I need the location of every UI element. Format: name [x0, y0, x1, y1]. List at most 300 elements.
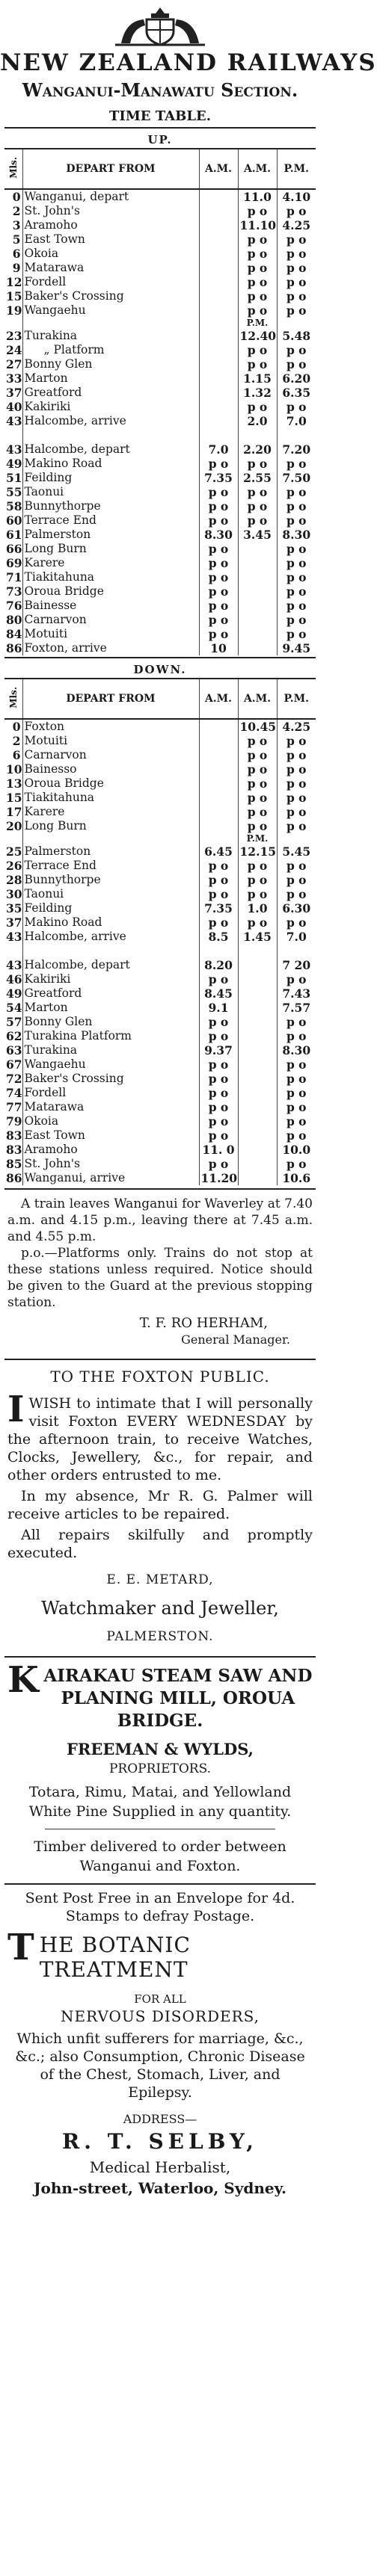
mileage-cell: 66	[6, 542, 22, 556]
time-cell: 4.25	[277, 218, 316, 232]
pm-marker: P.M.	[238, 833, 277, 844]
table-row	[4, 400, 316, 414]
table-row	[4, 805, 316, 819]
table-row	[4, 944, 316, 958]
timber-delivery: Timber delivered to order between Wanganui and Foxton.	[34, 1838, 286, 1874]
mileage-cell: 83	[6, 1128, 22, 1143]
time-cell: 11.0	[238, 189, 277, 204]
up-label: UP.	[147, 133, 173, 146]
mileage-cell: 85	[6, 1157, 22, 1171]
station-cell: Halcombe, depart	[22, 442, 199, 457]
time-cell	[238, 1157, 277, 1171]
station-cell: Terrace End	[22, 513, 199, 528]
time-cell	[238, 570, 277, 584]
time-cell: p o	[238, 232, 277, 247]
time-cell: p o	[277, 261, 316, 275]
table-row	[4, 1015, 316, 1029]
station-cell: Wanganui, arrive	[22, 1171, 199, 1185]
table-row	[4, 986, 316, 1001]
time-cell: p o	[199, 485, 238, 499]
station-cell: Taonui	[22, 887, 199, 901]
table-row	[4, 844, 316, 859]
mileage-cell: 80	[6, 613, 22, 627]
station-cell: Bonny Glen	[22, 357, 199, 371]
station-cell: Aramoho	[22, 218, 199, 232]
time-cell: p o	[238, 859, 277, 873]
empty-cell	[277, 428, 316, 442]
mileage-cell: 3	[12, 218, 21, 232]
time-cell: p o	[277, 1086, 316, 1100]
mileage-cell: 2	[12, 734, 21, 748]
mileage-cell: 51	[6, 471, 22, 485]
time-cell: p o	[238, 261, 277, 275]
mileage-cell: 60	[6, 513, 22, 528]
mileage-cell: 13	[6, 776, 22, 791]
station-cell: Makino Road	[22, 457, 199, 471]
station-cell: East Town	[22, 1128, 199, 1143]
time-cell: p o	[277, 499, 316, 513]
am-header: A.M.	[199, 679, 238, 719]
am-header: A.M.	[199, 149, 238, 189]
table-row	[4, 556, 316, 570]
mileage-cell: 5	[12, 232, 21, 247]
mileage-cell: 37	[6, 386, 22, 400]
station-cell: Matarawa	[22, 261, 199, 275]
station-cell: Karere	[22, 556, 199, 570]
time-cell: 9.37	[199, 1043, 238, 1057]
mileage-cell: 23	[6, 329, 22, 343]
station-cell: Long Burn	[22, 542, 199, 556]
time-cell: p o	[238, 762, 277, 776]
table-row	[4, 218, 316, 232]
mileage-cell: 55	[6, 485, 22, 499]
station-cell: Carnarvon	[22, 748, 199, 762]
mileage-cell: 19	[6, 303, 22, 318]
time-cell	[199, 303, 238, 318]
station-cell: Foxton, arrive	[22, 641, 199, 655]
station-cell: Bunnythorpe	[22, 499, 199, 513]
time-cell: p o	[277, 343, 316, 357]
up-timetable	[4, 148, 316, 655]
mileage-cell: 63	[6, 1043, 22, 1057]
botanic-body: Which unfit sufferers for marriage, &c., &c.; also Consumption, Chronic Disease of the Chest, Stomach, Liver, and Epilepsy.	[15, 2030, 305, 2101]
depart-header: DEPART FROM	[22, 679, 199, 719]
down-label: DOWN.	[133, 663, 187, 676]
timber-offer: Totara, Rimu, Matai, and Yellowland White Pine Supplied in any quantity.	[28, 1784, 292, 1820]
time-cell: 7.35	[199, 901, 238, 915]
botanic-heading: THE BOTANIC TREATMENT	[7, 1927, 191, 1982]
table-row	[4, 499, 316, 513]
time-cell: 4.10	[277, 189, 316, 204]
table-header-row	[4, 149, 316, 189]
time-cell: 4.25	[277, 719, 316, 734]
table-row	[4, 343, 316, 357]
table-row	[4, 1114, 316, 1128]
post-free-line: Sent Post Free in an Envelope for 4d. Stamps to defray Postage.	[25, 1890, 295, 1924]
empty-cell	[22, 318, 199, 329]
table-row	[4, 442, 316, 457]
time-cell: p o	[238, 819, 277, 833]
time-cell: 6.45	[199, 844, 238, 859]
empty-cell	[238, 428, 277, 442]
time-cell: 10.0	[277, 1143, 316, 1157]
station-cell: Matarawa	[22, 1100, 199, 1114]
mileage-cell: 54	[6, 1001, 22, 1015]
time-cell	[238, 1015, 277, 1029]
time-cell	[238, 958, 277, 972]
time-cell: 8.5	[199, 930, 238, 944]
time-cell: p o	[199, 599, 238, 613]
time-cell: 7 20	[277, 958, 316, 972]
mileage-cell: 33	[6, 371, 22, 386]
time-cell: 8.30	[277, 528, 316, 542]
time-cell	[238, 1057, 277, 1072]
empty-cell	[199, 833, 238, 844]
station-cell: Greatford	[22, 986, 199, 1001]
time-cell: p o	[277, 972, 316, 986]
time-cell	[238, 1001, 277, 1015]
table-row	[4, 386, 316, 400]
time-cell: p o	[199, 887, 238, 901]
timetable-label: TIME TABLE.	[109, 108, 211, 124]
foxton-ad-paragraph: In my absence, Mr R. G. Palmer will receive articles to be repaired.	[7, 1488, 313, 1522]
table-row	[4, 972, 316, 986]
time-cell: 7.57	[277, 1001, 316, 1015]
herbalist-name: R. T. SELBY,	[61, 2129, 259, 2154]
herbalist-address: John-street, Waterloo, Sydney.	[34, 2179, 286, 2197]
station-cell: Motuiti	[22, 734, 199, 748]
time-cell: p o	[199, 457, 238, 471]
time-cell: p o	[199, 584, 238, 599]
table-row	[4, 762, 316, 776]
station-cell: Aramoho	[22, 1143, 199, 1157]
depart-header: DEPART FROM	[22, 149, 199, 189]
time-cell: p o	[199, 1086, 238, 1100]
table-row	[4, 1128, 316, 1143]
mileage-cell: 67	[6, 1057, 22, 1072]
time-cell	[238, 972, 277, 986]
time-cell	[199, 805, 238, 819]
time-cell: p o	[238, 343, 277, 357]
time-cell: p o	[238, 357, 277, 371]
time-cell: p o	[277, 357, 316, 371]
table-row	[4, 791, 316, 805]
table-row	[4, 1072, 316, 1086]
time-cell: 2.0	[238, 414, 277, 428]
table-row	[4, 528, 316, 542]
time-cell: 8.30	[199, 528, 238, 542]
pm-header: P.M.	[277, 149, 316, 189]
table-row	[4, 261, 316, 275]
foxton-ad-heading: TO THE FOXTON PUBLIC.	[50, 1368, 270, 1386]
time-cell	[199, 734, 238, 748]
table-row	[4, 930, 316, 944]
table-row	[4, 318, 316, 329]
empty-cell	[199, 318, 238, 329]
advertiser-town: PALMERSTON.	[106, 1629, 214, 1644]
time-cell	[199, 400, 238, 414]
mileage-cell: 69	[6, 556, 22, 570]
time-cell	[238, 1100, 277, 1114]
platform-note: p.o.—Platforms only. Trains do not stop at these stations unless required. Notice should be given to the Guard at the previous stopping station.	[7, 1246, 313, 1310]
time-cell: p o	[277, 734, 316, 748]
station-cell: Fordell	[22, 275, 199, 289]
station-cell: Halcombe, depart	[22, 958, 199, 972]
station-cell: Bunnythorpe	[22, 873, 199, 887]
empty-cell	[4, 944, 22, 958]
kairakau-heading: KAIRAKAU STEAM SAW AND PLANING MILL, OROUA BRIDGE.	[7, 1659, 313, 1731]
mileage-cell: 73	[6, 584, 22, 599]
mileage-cell: 15	[6, 289, 22, 303]
time-cell	[238, 1072, 277, 1086]
time-cell	[238, 584, 277, 599]
table-row	[4, 613, 316, 627]
time-cell: p o	[199, 499, 238, 513]
time-cell	[199, 289, 238, 303]
time-cell: 5.45	[277, 844, 316, 859]
time-cell	[238, 556, 277, 570]
time-cell: p o	[238, 499, 277, 513]
mileage-cell: 15	[6, 791, 22, 805]
time-cell: p o	[277, 400, 316, 414]
station-cell: Motuiti	[22, 627, 199, 641]
time-cell	[238, 627, 277, 641]
time-cell: p o	[199, 859, 238, 873]
waverley-note: A train leaves Wanganui for Waverley at 7.40 a.m. and 4.15 p.m., leaving there at 7.45 a.m. and 4.55 p.m.	[7, 1196, 313, 1244]
time-cell	[199, 791, 238, 805]
table-row	[4, 1171, 316, 1185]
mileage-cell: 84	[6, 627, 22, 641]
time-cell	[238, 1128, 277, 1143]
time-cell: 7.0	[199, 442, 238, 457]
mileage-cell: 6	[12, 247, 21, 261]
mileage-cell: 86	[6, 1171, 22, 1185]
table-row	[4, 1143, 316, 1157]
table-row	[4, 719, 316, 734]
empty-cell	[277, 833, 316, 844]
time-cell: p o	[199, 1072, 238, 1086]
time-cell: p o	[238, 457, 277, 471]
mileage-cell: 49	[6, 986, 22, 1001]
mileage-cell: 40	[6, 400, 22, 414]
table-row	[4, 641, 316, 655]
time-cell: 8.30	[277, 1043, 316, 1057]
time-cell: 7.43	[277, 986, 316, 1001]
timetable-notes	[7, 1196, 313, 1311]
mileage-cell: 74	[6, 1086, 22, 1100]
table-header-row	[4, 679, 316, 719]
time-cell	[238, 542, 277, 556]
time-cell: p o	[199, 542, 238, 556]
table-row	[4, 734, 316, 748]
foxton-ad-body	[7, 1389, 313, 1562]
time-cell: p o	[238, 776, 277, 791]
mileage-cell: 27	[6, 357, 22, 371]
mls-header: Mls.	[4, 149, 22, 189]
dropcap: K	[7, 1659, 39, 1701]
time-cell: p o	[277, 1057, 316, 1072]
down-timetable-body	[4, 719, 316, 1185]
mileage-cell: 28	[6, 873, 22, 887]
time-cell: p o	[277, 873, 316, 887]
mileage-cell: 46	[6, 972, 22, 986]
table-row	[4, 457, 316, 471]
mileage-cell: 86	[6, 641, 22, 655]
time-cell	[199, 819, 238, 833]
mileage-cell: 76	[6, 599, 22, 613]
empty-cell	[199, 428, 238, 442]
time-cell: p o	[238, 791, 277, 805]
time-cell	[199, 371, 238, 386]
time-cell: p o	[238, 873, 277, 887]
time-cell: 6.20	[277, 371, 316, 386]
time-cell: 10.45	[238, 719, 277, 734]
time-cell: p o	[238, 887, 277, 901]
mileage-cell: 26	[6, 859, 22, 873]
mileage-cell: 6	[12, 748, 21, 762]
table-row	[4, 414, 316, 428]
table-row	[4, 189, 316, 204]
time-cell: p o	[277, 232, 316, 247]
station-cell: Fordell	[22, 1086, 199, 1100]
table-row	[4, 570, 316, 584]
empty-cell	[4, 428, 22, 442]
time-cell: p o	[199, 1015, 238, 1029]
station-cell: „ Platform	[22, 343, 199, 357]
mileage-cell: 62	[6, 1029, 22, 1043]
mileage-cell: 30	[6, 887, 22, 901]
time-cell	[238, 1171, 277, 1185]
table-row	[4, 1157, 316, 1171]
station-cell: Turakina	[22, 1043, 199, 1057]
time-cell: p o	[277, 1128, 316, 1143]
time-cell: 7.0	[277, 414, 316, 428]
time-cell: 9.1	[199, 1001, 238, 1015]
time-cell: p o	[277, 1072, 316, 1086]
table-row	[4, 599, 316, 613]
station-cell: Baker's Crossing	[22, 1072, 199, 1086]
station-cell: Foxton	[22, 719, 199, 734]
time-cell: p o	[277, 1114, 316, 1128]
divider	[4, 1656, 316, 1658]
time-cell	[199, 748, 238, 762]
time-cell: p o	[277, 1157, 316, 1171]
mileage-cell: 43	[6, 958, 22, 972]
time-cell: p o	[277, 762, 316, 776]
time-cell: p o	[238, 734, 277, 748]
time-cell: 7.35	[199, 471, 238, 485]
time-cell: p o	[277, 1100, 316, 1114]
time-cell: 6.30	[277, 901, 316, 915]
time-cell	[199, 719, 238, 734]
table-row	[4, 232, 316, 247]
mileage-cell: 57	[6, 1015, 22, 1029]
empty-cell	[4, 318, 22, 329]
station-cell: Baker's Crossing	[22, 289, 199, 303]
time-cell: 7.20	[277, 442, 316, 457]
station-cell: St. John's	[22, 1157, 199, 1171]
empty-cell	[22, 944, 199, 958]
mileage-cell: 72	[6, 1072, 22, 1086]
time-cell: p o	[277, 542, 316, 556]
time-cell: p o	[277, 1015, 316, 1029]
time-cell: 7.0	[277, 930, 316, 944]
table-row	[4, 915, 316, 930]
mls-header: Mls.	[4, 679, 22, 719]
station-cell: Tiakitahuna	[22, 791, 199, 805]
station-cell: Taonui	[22, 485, 199, 499]
time-cell	[238, 613, 277, 627]
up-timetable-body	[4, 189, 316, 655]
time-cell: p o	[277, 748, 316, 762]
advertiser-name: E. E. METARD,	[106, 1572, 214, 1587]
time-cell: 9.45	[277, 641, 316, 655]
time-cell: 1.45	[238, 930, 277, 944]
mileage-cell: 2	[12, 204, 21, 218]
station-cell: Bonny Glen	[22, 1015, 199, 1029]
for-all: FOR ALL	[134, 1992, 186, 2006]
divider	[4, 1359, 316, 1360]
time-cell: 11.10	[238, 218, 277, 232]
table-row	[4, 247, 316, 261]
time-cell: p o	[277, 805, 316, 819]
empty-cell	[277, 318, 316, 329]
time-cell: p o	[199, 613, 238, 627]
station-cell: Bainesso	[22, 762, 199, 776]
mileage-cell: 58	[6, 499, 22, 513]
time-cell: 2.20	[238, 442, 277, 457]
station-cell: Carnarvon	[22, 613, 199, 627]
time-cell: p o	[199, 513, 238, 528]
time-cell: p o	[277, 613, 316, 627]
mileage-cell: 10	[6, 762, 22, 776]
firm-role: PROPRIETORS.	[108, 1761, 212, 1776]
table-row	[4, 958, 316, 972]
time-cell: p o	[199, 556, 238, 570]
time-cell: 1.32	[238, 386, 277, 400]
station-cell: Kakiriki	[22, 972, 199, 986]
station-cell: Greatford	[22, 386, 199, 400]
time-cell	[199, 414, 238, 428]
time-cell: 3.45	[238, 528, 277, 542]
mileage-cell: 49	[6, 457, 22, 471]
signature: T. F. RO HERHAM,	[139, 1315, 268, 1331]
mileage-cell: 79	[6, 1114, 22, 1128]
time-cell: p o	[199, 1128, 238, 1143]
time-cell: 5.48	[277, 329, 316, 343]
time-cell	[199, 329, 238, 343]
time-cell: 2.55	[238, 471, 277, 485]
time-cell: p o	[238, 400, 277, 414]
time-cell: p o	[277, 887, 316, 901]
time-cell	[199, 343, 238, 357]
time-cell	[238, 1114, 277, 1128]
time-cell: 11. 0	[199, 1143, 238, 1157]
advertiser-trade: Watchmaker and Jeweller,	[41, 1598, 279, 1619]
foxton-ad-paragraph: WISH to intimate that I will personally visit Foxton EVERY WEDNESDAY by the afternoon train, to receive Watches, Clocks, Jewellery, &c., for repair, and other orders entrusted to me.	[7, 1395, 313, 1483]
empty-cell	[277, 944, 316, 958]
time-cell: p o	[277, 556, 316, 570]
table-row	[4, 471, 316, 485]
time-cell	[238, 641, 277, 655]
station-cell: St. John's	[22, 204, 199, 218]
station-cell: Oroua Bridge	[22, 776, 199, 791]
station-cell: Makino Road	[22, 915, 199, 930]
time-cell: p o	[277, 513, 316, 528]
station-cell: Wangaehu	[22, 1057, 199, 1072]
time-cell: p o	[277, 457, 316, 471]
time-cell	[199, 189, 238, 204]
